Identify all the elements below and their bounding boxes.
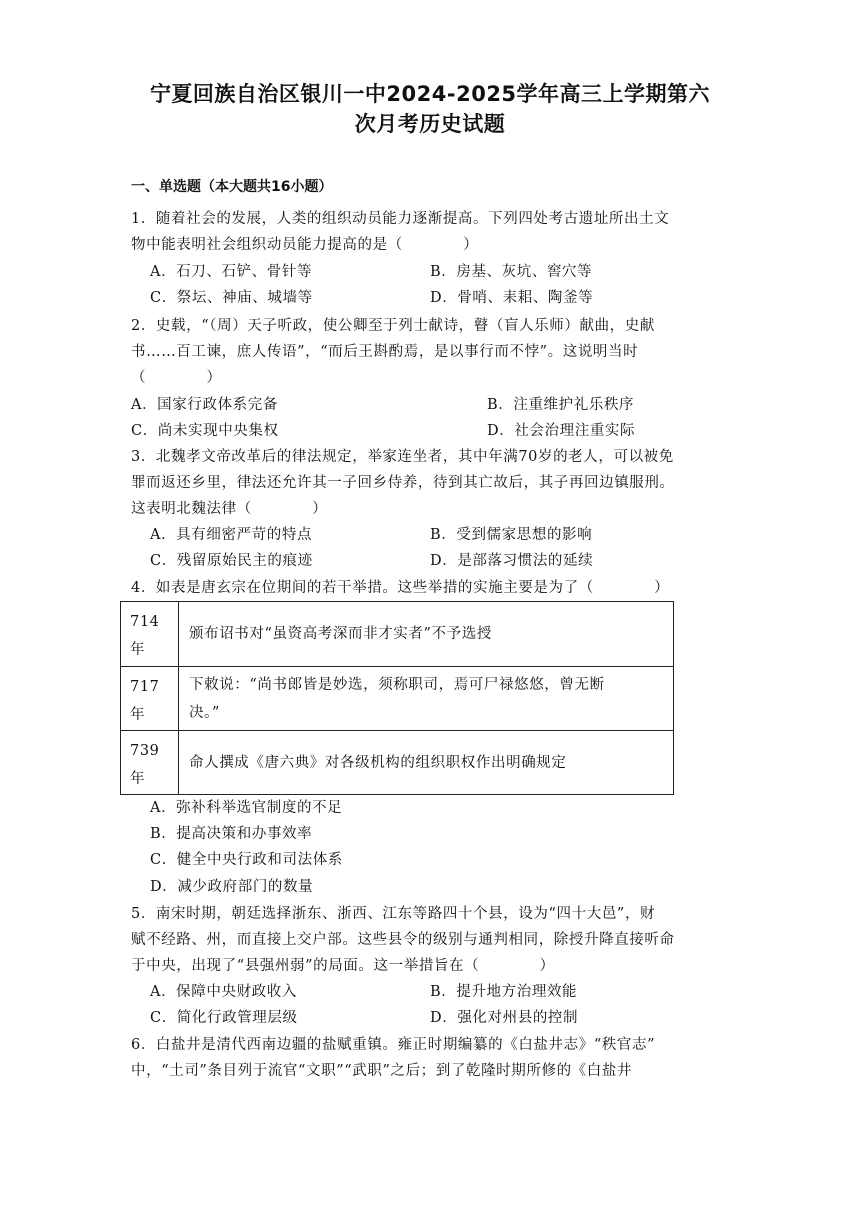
table-year-cell (121, 667, 179, 731)
table-row (121, 667, 674, 731)
q1-stem-line-1: 1．随着社会的发展，人类的组织动员能力逐渐提高。下列四处考古遗址所出土文 (131, 211, 670, 227)
table-year: 739 (130, 743, 160, 759)
q2-stem-line-3: （ ） (131, 370, 222, 386)
q1-stem-line-2: 物中能表明社会组织动员能力提高的是（ ） (131, 237, 479, 253)
table-measure-text: 命人撰成《唐六典》对各级机构的组织职权作出明确规定 (189, 754, 567, 771)
table-year-cell (121, 602, 179, 667)
table-measure-text-line-2: 决。” (189, 704, 220, 721)
table-year-unit: 年 (130, 707, 146, 723)
q3-option-a[interactable]: A．具有细密严苛的特点 (150, 527, 313, 543)
table-measure-cell (179, 667, 674, 731)
table-year-unit: 年 (130, 771, 146, 787)
q5-option-c[interactable]: C．简化行政管理层级 (150, 1010, 298, 1026)
q5-option-b[interactable]: B．提升地方治理效能 (430, 984, 578, 1000)
q4-stem-line-1: 4．如表是唐玄宗在位期间的若干举措。这些举措的实施主要是为了（ ） (131, 580, 670, 596)
q3-option-c[interactable]: C．残留原始民主的痕迹 (150, 553, 313, 569)
q1-option-b[interactable]: B．房基、灰坑、窖穴等 (430, 264, 593, 280)
q2-option-b[interactable]: B．注重维护礼乐秩序 (487, 397, 635, 413)
table-year-unit: 年 (130, 642, 146, 658)
q2-stem-line-2: 书……百工谏，庶人传语”，“而后王斟酌焉，是以事行而不悖”。这说明当时 (131, 344, 639, 360)
q1-option-d[interactable]: D．骨哨、耒耜、陶釜等 (430, 290, 594, 306)
q2-option-c[interactable]: C．尚未实现中央集权 (131, 423, 279, 439)
q3-stem-line-3: 这表明北魏法律（ ） (131, 501, 328, 517)
table-year: 717 (130, 679, 160, 695)
q5-stem-line-1: 5．南宋时期，朝廷选择浙东、浙西、江东等路四十个县，设为“四十大邑”，财 (131, 906, 656, 922)
q3-option-b[interactable]: B．受到儒家思想的影响 (430, 527, 593, 543)
q4-option-d[interactable]: D．减少政府部门的数量 (150, 879, 314, 895)
q3-stem-line-2: 罪而返还乡里，律法还允许其一子回乡侍养，待到其亡故后，其子再回边镇服刑。 (131, 475, 675, 491)
table-year: 714 (130, 614, 160, 630)
q5-option-d[interactable]: D．强化对州县的控制 (430, 1010, 579, 1026)
q6-stem-line-2: 中，“土司”条目列于流官“文职”“武职”之后；到了乾隆时期所修的《白盐井 (131, 1063, 633, 1079)
section-heading: 一、单选题（本大题共16小题） (131, 179, 333, 195)
q1-option-a[interactable]: A．石刀、石铲、骨针等 (150, 264, 313, 280)
q4-option-b[interactable]: B．提高决策和办事效率 (150, 826, 313, 842)
q5-stem-line-2: 赋不经路、州，而直接上交户部。这些县令的级别与通判相同，除授升降直接听命 (131, 932, 675, 948)
table-measure-text: 颁布诏书对“虽资高考深而非才实者”不予选授 (189, 626, 492, 642)
q2-stem-line-1: 2．史载，“（周）天子听政，使公卿至于列士献诗，瞽（盲人乐师）献曲，史献 (131, 318, 655, 334)
q3-option-d[interactable]: D．是部落习惯法的延续 (430, 553, 594, 569)
table-year-cell (121, 731, 179, 795)
table-row (121, 731, 674, 795)
q4-option-a[interactable]: A．弥补科举选官制度的不足 (150, 800, 343, 816)
table-measure-cell (179, 731, 674, 795)
q2-option-a[interactable]: A．国家行政体系完备 (131, 397, 278, 413)
table-row (121, 602, 674, 667)
q5-option-a[interactable]: A．保障中央财政收入 (150, 984, 297, 1000)
q3-stem-line-1: 3．北魏孝文帝改革后的律法规定，举家连坐者，其中年满70岁的老人，可以被免 (131, 449, 674, 465)
q6-stem-line-1: 6．白盐井是清代西南边疆的盐赋重镇。雍正时期编纂的《白盐井志》“秩官志” (131, 1037, 656, 1053)
table-measure-text-line-1: 下敕说：“尚书郎皆是妙选，须称职司，焉可尸禄悠悠，曾无断 (189, 676, 605, 693)
q2-option-d[interactable]: D．社会治理注重实际 (487, 423, 636, 439)
q5-stem-line-3: 于中央，出现了“县强州弱”的局面。这一举措旨在（ ） (131, 958, 555, 974)
q4-option-c[interactable]: C．健全中央行政和司法体系 (150, 852, 343, 868)
q1-option-c[interactable]: C．祭坛、神庙、城墙等 (150, 290, 313, 306)
table-measure-cell (179, 602, 674, 667)
measures-table (120, 601, 674, 795)
page-title-line-2: 次月考历史试题 (354, 112, 506, 136)
page-title-line-1: 宁夏回族自治区银川一中2024-2025学年高三上学期第六 (149, 82, 711, 106)
